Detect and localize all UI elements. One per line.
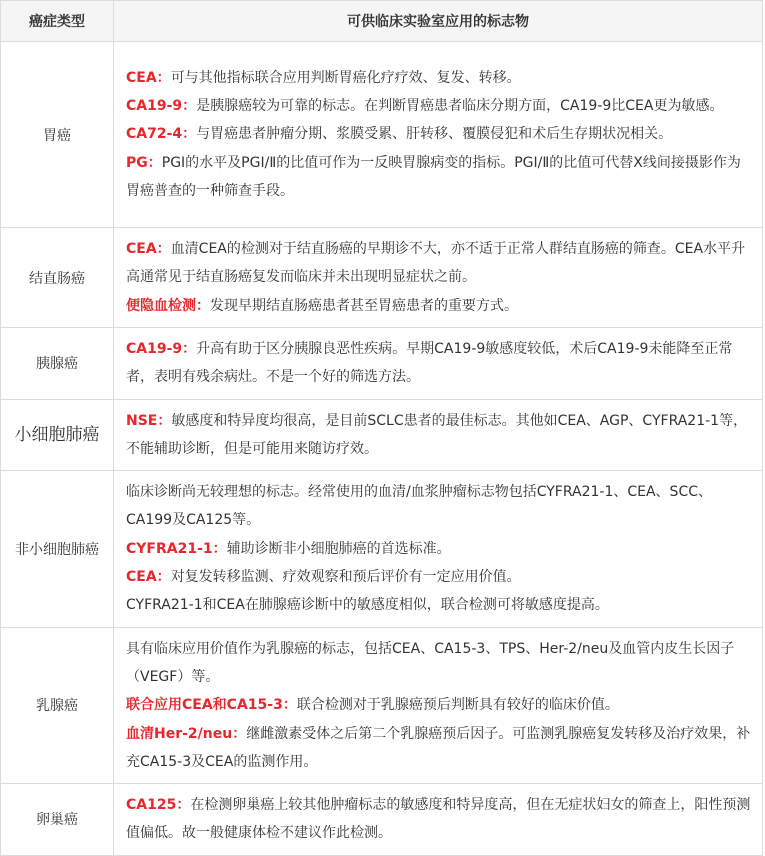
marker-text: CYFRA21-1和CEA在肺腺癌诊断中的敏感度相似，联合检测可将敏感度提高。 (126, 597, 609, 614)
marker-detail-cell (114, 471, 763, 627)
table-row (1, 627, 763, 783)
marker-term: CA19-9： (126, 98, 197, 115)
marker-text: 发现早期结直肠癌患者甚至胃癌患者的重要方式。 (210, 297, 518, 314)
header-cancer-type: 癌症类型 (1, 1, 114, 42)
marker-line (126, 635, 752, 692)
marker-term: CA72-4： (126, 126, 197, 143)
marker-line (126, 120, 752, 148)
marker-term: 联合应用CEA和CA15-3： (126, 697, 297, 714)
marker-text: 血清CEA的检测对于结直肠癌的早期诊不大，亦不适于正常人群结直肠癌的筛查。CEA水平升高通常见于结直肠癌复发而临床并未出现明显症状之前。 (126, 241, 746, 286)
cancer-type-cell: 非小细胞肺癌 (1, 471, 114, 627)
marker-line (126, 235, 752, 292)
marker-line (126, 691, 752, 719)
marker-text: 辅助诊断非小细胞肺癌的首选标准。 (226, 540, 451, 557)
marker-text: 对复发转移监测、疗效观察和预后评价有一定应用价值。 (170, 569, 521, 586)
marker-text: 联合检测对于乳腺癌预后判断具有较好的临床价值。 (296, 697, 619, 714)
marker-detail-cell (114, 399, 763, 471)
table-row (1, 42, 763, 228)
marker-line (126, 563, 752, 591)
marker-text: PGⅠ的水平及PGⅠ/Ⅱ的比值可作为一反映胃腺病变的指标。PGⅠ/Ⅱ的比值可代替X线间接摄影作为胃癌普查的一种筛查手段。 (126, 154, 741, 199)
marker-detail-cell (114, 42, 763, 228)
marker-line (126, 149, 752, 206)
marker-detail-cell (114, 627, 763, 783)
cancer-type-cell: 胃癌 (1, 42, 114, 228)
marker-text: 在检测卵巢癌上较其他肿瘤标志的敏感度和特异度高，但在无症状妇女的筛查上，阳性预测值偏低。故一般健康体检不建议作此检测。 (126, 797, 751, 842)
marker-line (126, 791, 752, 848)
marker-text: 升高有助于区分胰腺良恶性疾病。早期CA19-9敏感度较低，术后CA19-9未能降至正常者，表明有残余病灶。不是一个好的筛选方法。 (126, 341, 733, 386)
marker-line (126, 535, 752, 563)
marker-line (126, 478, 752, 535)
marker-term: CEA： (126, 569, 171, 586)
table-row (1, 328, 763, 400)
marker-line (126, 292, 752, 320)
marker-term: CA125： (126, 797, 191, 814)
header-markers: 可供临床实验室应用的标志物 (114, 1, 763, 42)
marker-term: NSE： (126, 412, 172, 429)
table-row (1, 228, 763, 328)
marker-term: CA19-9： (126, 341, 197, 357)
table-header-row (1, 1, 763, 42)
cancer-type-cell: 结直肠癌 (1, 228, 114, 328)
marker-text: 继雌激素受体之后第二个乳腺癌预后因子。可监测乳腺癌复发转移及治疗效果，补充CA15-3及CEA的监测作用。 (126, 725, 751, 770)
marker-line (126, 335, 752, 392)
marker-line (126, 407, 752, 464)
marker-text: 临床诊断尚无较理想的标志。经常使用的血清/血浆肿瘤标志物包括CYFRA21-1、CEA、SCC、CA199及CA125等。 (126, 484, 712, 529)
marker-line (126, 64, 752, 92)
marker-text: 敏感度和特异度均很高，是目前SCLC患者的最佳标志。其他如CEA、AGP、CYFRA21-1等，不能辅助诊断，但是可能用来随访疗效。 (126, 412, 748, 457)
marker-term: CYFRA21-1： (126, 540, 227, 557)
marker-line (126, 92, 752, 120)
marker-term: CEA： (126, 69, 171, 86)
cancer-type-cell: 胰腺癌 (1, 328, 114, 400)
marker-line (126, 591, 752, 619)
marker-text: 是胰腺癌较为可靠的标志。在判断胃癌患者临床分期方面，CA19-9比CEA更为敏感。 (196, 98, 724, 115)
table-row (1, 399, 763, 471)
marker-term: 血清Her-2/neu： (126, 725, 247, 742)
marker-term: 便隐血检测： (126, 297, 210, 314)
marker-line (126, 720, 752, 777)
marker-term: PG： (126, 154, 162, 171)
marker-text: 可与其他指标联合应用判断胃癌化疗疗效、复发、转移。 (170, 69, 521, 86)
table-row (1, 471, 763, 627)
marker-text: 具有临床应用价值作为乳腺癌的标志，包括CEA、CA15-3、TPS、Her-2/neu及血管内皮生长因子（VEGF）等。 (126, 640, 735, 685)
cancer-type-cell: 小细胞肺癌 (1, 399, 114, 471)
cancer-type-cell: 乳腺癌 (1, 627, 114, 783)
marker-detail-cell (114, 328, 763, 400)
table-row (1, 784, 763, 856)
marker-detail-cell (114, 784, 763, 856)
marker-text: 与胃癌患者肿瘤分期、浆膜受累、肝转移、覆膜侵犯和术后生存期状况相关。 (196, 126, 673, 143)
cancer-type-cell: 卵巢癌 (1, 784, 114, 856)
marker-term: CEA： (126, 241, 171, 258)
marker-detail-cell (114, 228, 763, 328)
